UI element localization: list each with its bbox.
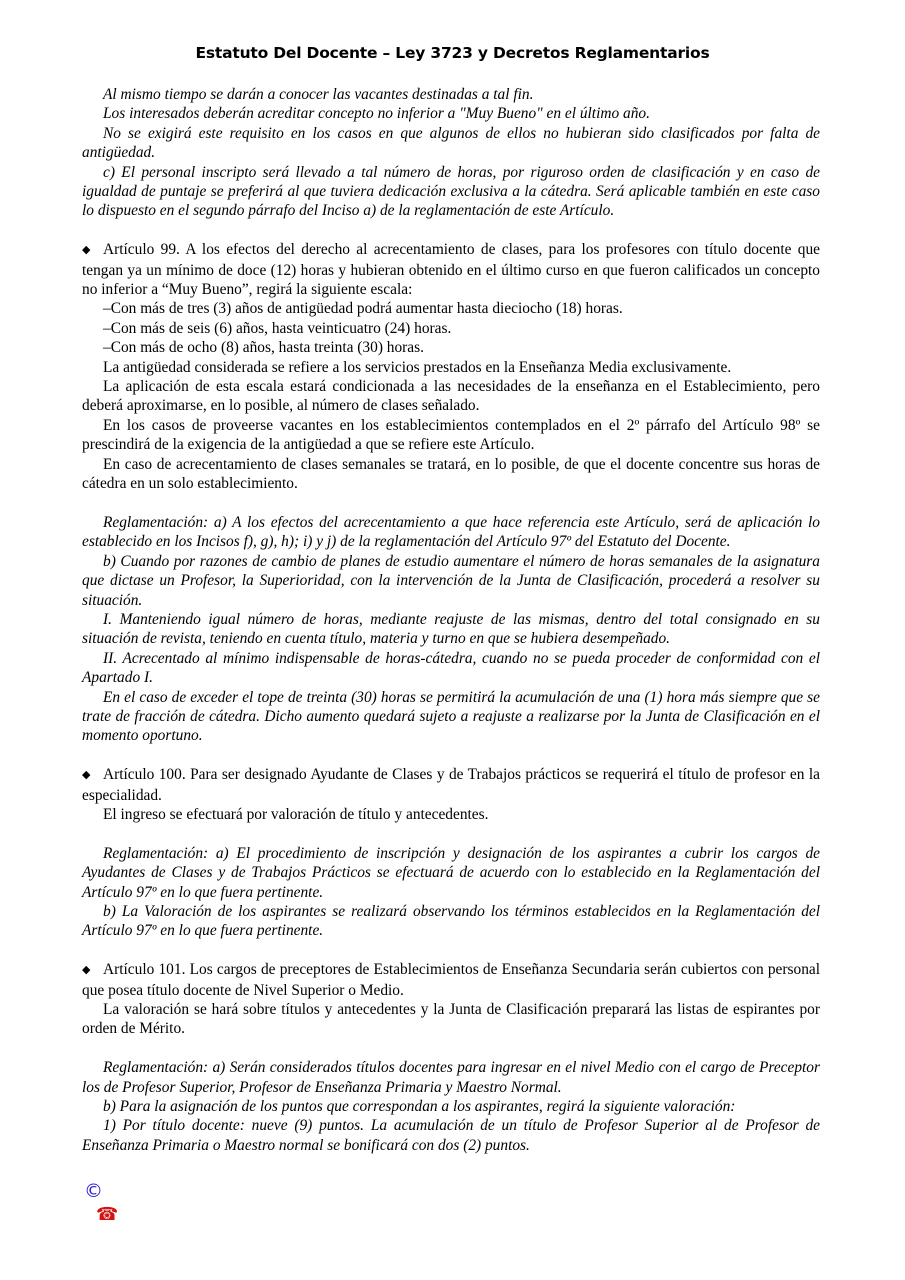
paragraph-text: Reglamentación: a) El procedimiento de inscripción y designación de los aspirantes a cubrir los cargos de Ayudantes de Clases y de Trabajos Prácticos se efectuará de acuerdo con lo establecido en la Reglamentación del Artículo 97º en lo que fuera pertinente. [82,844,820,901]
paragraph [82,85,820,104]
paragraph [82,688,820,746]
paragraph [82,844,820,902]
paragraph [82,377,820,416]
diamond-bullet-icon: ◆ [82,769,91,782]
paragraph [82,649,820,688]
paragraph-text: La aplicación de esta escala estará condicionada a las necesidades de la enseñanza en el Establecimiento, pero deberá aproximarse, en lo posible, al número de clases señalado. [82,378,820,415]
paragraph-text: b) Cuando por razones de cambio de planes de estudio aumentare el número de horas semanales de la asignatura que dictase un Profesor, la Superioridad, con la intervención de la Junta de Clasificación, procederá a resolver su situación. [82,552,820,609]
paragraph-gap [82,941,820,960]
paragraph [82,124,820,163]
paragraph [82,455,820,494]
paragraph-text: La antigüedad considerada se refiere a los servicios prestados en la Enseñanza Media exclusivamente. [103,358,732,376]
paragraph-text: I. Manteniendo igual número de horas, mediante reajuste de las mismas, dentro del total consignado en su situación de revista, teniendo en cuenta título, materia y turno en que se hubiera desempeñado. [82,610,820,648]
paragraph-gap [82,221,820,240]
paragraph [82,513,820,552]
paragraph-text: –Con más de seis (6) años, hasta veinticuatro (24) horas. [103,319,452,337]
paragraph-text: Reglamentación: a) A los efectos del acrecentamiento a que hace referencia este Artículo, será de aplicación lo establecido en los Incisos f), g), h); i) y j) de la reglamentación del Artículo 97º del Estatuto del Docente. [82,513,820,551]
article-paragraph [82,765,820,805]
paragraph [82,902,820,941]
paragraph-text: La valoración se hará sobre títulos y antecedentes y la Junta de Clasificación preparará las listas de espirantes por orden de Mérito. [82,1001,820,1038]
diamond-bullet-icon: ◆ [82,964,91,977]
paragraph-text: Artículo 100. Para ser designado Ayudante de Clases y de Trabajos prácticos se requerirá el título de profesor en la especialidad. [82,766,820,804]
paragraph-gap [82,746,820,765]
paragraph [82,805,820,824]
paragraph [82,299,820,318]
paragraph-text: c) El personal inscripto será llevado a tal número de horas, por riguroso orden de clasificación y en caso de igualdad de puntaje se preferirá al que tuviera dedicación exclusiva a la cátedra. Será aplicable también en este caso lo dispuesto en el segundo párrafo del Inciso a) de la reglamentación de este Artículo. [82,163,820,220]
paragraph [82,1058,820,1097]
paragraph [82,104,820,123]
paragraph [82,552,820,610]
page-header: Estatuto Del Docente – Ley 3723 y Decretos Reglamentarios [195,44,710,62]
paragraph-text: II. Acrecentado al mínimo indispensable de horas-cátedra, cuando no se pueda proceder de conformidad con el Apartado I. [82,649,820,687]
paragraph-gap [82,824,820,843]
paragraph-text: 1) Por título docente: nueve (9) puntos. La acumulación de un título de Profesor Superior al de Profesor de Enseñanza Primaria o Maestro normal se bonificará con dos (2) puntos. [82,1117,820,1154]
paragraph-gap [82,1039,820,1058]
paragraph-text: No se exigirá este requisito en los casos en que algunos de ellos no hubieran sido clasificados por falta de antigüedad. [82,124,820,162]
paragraph [82,163,820,221]
paragraph-text: En caso de acrecentamiento de clases semanales se tratará, en lo posible, de que el docente concentre sus horas de cátedra en un solo establecimiento. [82,455,820,493]
paragraph-text: Artículo 99. A los efectos del derecho al acrecentamiento de clases, para los profesores con título docente que tengan ya un mínimo de doce (12) horas y hubieran obtenido en el último curso en que fueron calificados un concepto no inferior a “Muy Bueno”, regirá la siguiente escala: [82,241,820,299]
paragraph [82,1097,820,1116]
paragraph-text: En los casos de proveerse vacantes en los establecimientos contemplados en el 2º párrafo del Artículo 98º se prescindirá de la exigencia de la antigüedad a que se refiere este Artículo. [82,416,820,454]
paragraph-text: Artículo 101. Los cargos de preceptores de Establecimientos de Enseñanza Secundaria serán cubiertos con personal que posea título docente de Nivel Superior o Medio. [82,961,820,999]
phone-icon: ☎ [96,1204,119,1225]
paragraph-text: El ingreso se efectuará por valoración de título y antecedentes. [103,805,489,823]
paragraph-text: Los interesados deberán acreditar concepto no inferior a "Muy Bueno" en el último año. [103,105,650,123]
paragraph-text: Al mismo tiempo se darán a conocer las vacantes destinadas a tal fin. [103,86,534,103]
diamond-bullet-icon: ◆ [82,244,91,257]
paragraph-text: –Con más de ocho (8) años, hasta treinta (30) horas. [103,339,424,357]
article-paragraph [82,960,820,1000]
copyright-icon: © [84,1180,103,1202]
paragraph-text: b) Para la asignación de los puntos que correspondan a los aspirantes, regirá la siguiente valoración: [103,1098,736,1116]
paragraph-gap [82,494,820,513]
paragraph [82,358,820,377]
paragraph-text: En el caso de exceder el tope de treinta (30) horas se permitirá la acumulación de una (1) hora más siempre que se trate de fracción de cátedra. Dicho aumento quedará sujeto a reajuste a realizarse por la Junta de Clasificación en el momento oportuno. [82,688,820,745]
paragraph [82,319,820,338]
document-body [82,85,820,1155]
paragraph-text: Reglamentación: a) Serán considerados títulos docentes para ingresar en el nivel Medio con el cargo de Preceptor los de Profesor Superior, Profesor de Enseñanza Primaria y Maestro Normal. [82,1059,820,1096]
paragraph [82,1116,820,1155]
footer [84,1180,118,1225]
article-paragraph [82,240,820,299]
paragraph-text: –Con más de tres (3) años de antigüedad podrá aumentar hasta dieciocho (18) horas. [103,300,623,318]
paragraph-text: b) La Valoración de los aspirantes se realizará observando los términos establecidos en la Reglamentación del Artículo 97º en lo que fuera pertinente. [82,903,820,940]
paragraph [82,1000,820,1039]
paragraph [82,610,820,649]
paragraph [82,338,820,357]
paragraph [82,416,820,455]
